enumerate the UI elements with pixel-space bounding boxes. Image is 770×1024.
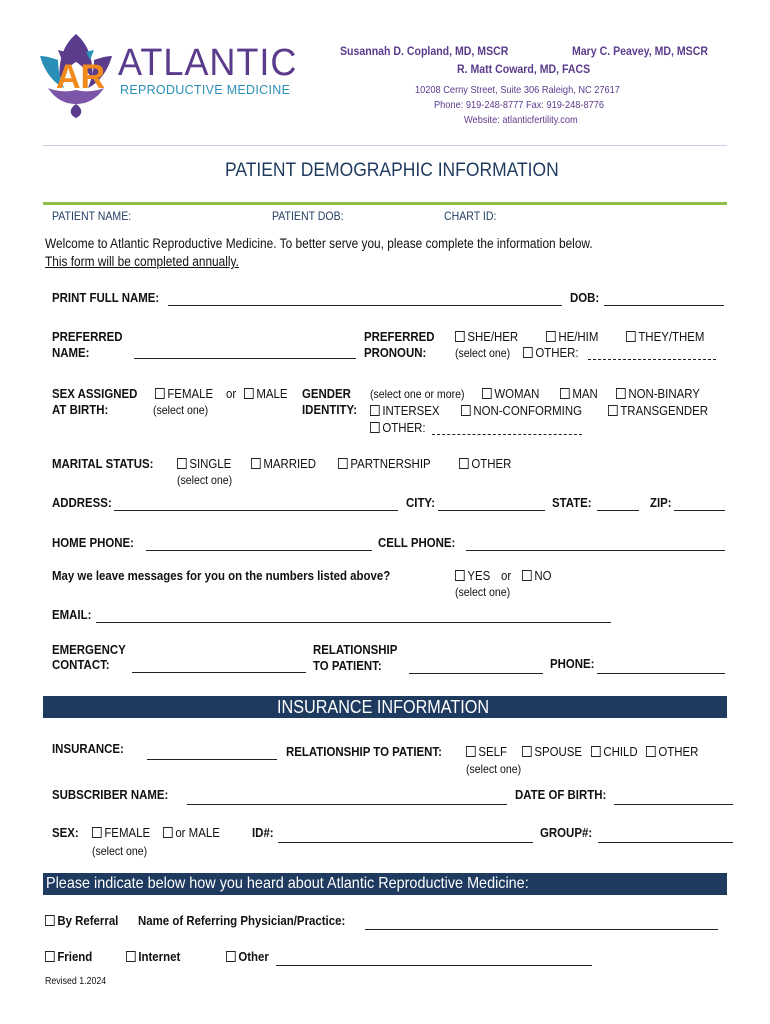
dob-label: DOB: bbox=[570, 290, 600, 305]
zip-label: ZIP: bbox=[650, 495, 672, 510]
ins-group-field[interactable] bbox=[598, 827, 733, 843]
gender-label-1: GENDER bbox=[302, 386, 351, 401]
referral-other-field[interactable] bbox=[276, 950, 592, 966]
office-chart-id: CHART ID: bbox=[444, 209, 497, 223]
ins-sex-select-hint: (select one) bbox=[92, 844, 148, 858]
sex-female[interactable]: FEMALE bbox=[155, 386, 213, 401]
logo-sub-text: REPRODUCTIVE MEDICINE bbox=[120, 83, 291, 97]
gender-transgender[interactable]: TRANSGENDER bbox=[608, 403, 708, 418]
state-label: STATE: bbox=[552, 495, 592, 510]
home-phone-field[interactable] bbox=[146, 535, 372, 551]
checkbox-icon[interactable] bbox=[177, 458, 187, 469]
checkbox-icon[interactable] bbox=[560, 388, 570, 399]
email-label: EMAIL: bbox=[52, 607, 92, 622]
checkbox-icon[interactable] bbox=[370, 422, 380, 433]
ins-sex-label: SEX: bbox=[52, 825, 79, 840]
ins-group-label: GROUP#: bbox=[540, 825, 593, 840]
referral-heading: Please indicate below how you heard about Atlantic Reproductive Medicine: bbox=[46, 875, 529, 892]
address-label: ADDRESS: bbox=[52, 495, 112, 510]
messages-question: May we leave messages for you on the numbers listed above? bbox=[52, 568, 391, 583]
gender-non-conforming[interactable]: NON-CONFORMING bbox=[461, 403, 582, 418]
gender-other-field[interactable] bbox=[432, 420, 582, 435]
checkbox-icon[interactable] bbox=[226, 951, 236, 962]
clinic-website[interactable]: Website: atlanticfertility.com bbox=[464, 114, 578, 126]
state-field[interactable] bbox=[597, 495, 639, 511]
checkbox-icon[interactable] bbox=[455, 570, 465, 581]
full-name-label: PRINT FULL NAME: bbox=[52, 290, 160, 305]
pronoun-she-her[interactable]: SHE/HER bbox=[455, 329, 518, 344]
full-name-field[interactable] bbox=[168, 290, 562, 306]
referring-physician-label: Name of Referring Physician/Practice: bbox=[138, 913, 346, 928]
checkbox-icon[interactable] bbox=[461, 405, 471, 416]
ins-id-label: ID#: bbox=[252, 825, 274, 840]
address-field[interactable] bbox=[114, 495, 398, 511]
marital-partnership[interactable]: PARTNERSHIP bbox=[338, 456, 431, 471]
preferred-name-label-2: NAME: bbox=[52, 345, 90, 360]
subscriber-dob-field[interactable] bbox=[614, 789, 733, 805]
checkbox-icon[interactable] bbox=[646, 746, 656, 757]
ins-rel-self[interactable]: SELF bbox=[466, 744, 507, 759]
gender-woman[interactable]: WOMAN bbox=[482, 386, 539, 401]
emergency-label-1: EMERGENCY bbox=[52, 642, 126, 657]
logo-letters: AR bbox=[56, 58, 106, 96]
insurance-relationship-label: RELATIONSHIP TO PATIENT: bbox=[286, 744, 442, 759]
checkbox-icon[interactable] bbox=[466, 746, 476, 757]
checkbox-icon[interactable] bbox=[338, 458, 348, 469]
checkbox-icon[interactable] bbox=[591, 746, 601, 757]
intro-text: Welcome to Atlantic Reproductive Medicine. To better serve you, please complete the information below. bbox=[45, 236, 593, 251]
insurance-label: INSURANCE: bbox=[52, 741, 124, 756]
gender-label-2: IDENTITY: bbox=[302, 402, 358, 417]
preferred-pronoun-label-2: PRONOUN: bbox=[364, 345, 427, 360]
marital-select-hint: (select one) bbox=[177, 473, 233, 487]
referring-physician-field[interactable] bbox=[365, 914, 718, 930]
sex-at-birth-label-1: SEX ASSIGNED bbox=[52, 386, 138, 401]
pronoun-other-field[interactable] bbox=[588, 345, 716, 360]
subscriber-name-label: SUBSCRIBER NAME: bbox=[52, 787, 169, 802]
ins-rel-child[interactable]: CHILD bbox=[591, 744, 638, 759]
marital-other[interactable]: OTHER bbox=[459, 456, 511, 471]
revision-note: Revised 1.2024 bbox=[45, 976, 107, 987]
referral-section-band bbox=[43, 873, 727, 895]
pronoun-they-them[interactable]: THEY/THEM bbox=[626, 329, 704, 344]
gender-man[interactable]: MAN bbox=[560, 386, 598, 401]
clinic-address: 10208 Cerny Street, Suite 306 Raleigh, NC 27617 bbox=[415, 84, 620, 96]
home-phone-label: HOME PHONE: bbox=[52, 535, 134, 550]
intro-annual-note: This form will be completed annually. bbox=[45, 254, 239, 269]
checkbox-icon[interactable] bbox=[251, 458, 261, 469]
checkbox-icon[interactable] bbox=[546, 331, 556, 342]
ins-rel-other[interactable]: OTHER bbox=[646, 744, 698, 759]
page-title: PATIENT DEMOGRAPHIC INFORMATION bbox=[225, 160, 559, 181]
checkbox-icon[interactable] bbox=[522, 746, 532, 757]
checkbox-icon[interactable] bbox=[522, 570, 532, 581]
gender-intersex[interactable]: INTERSEX bbox=[370, 403, 440, 418]
marital-status-label: MARITAL STATUS: bbox=[52, 456, 154, 471]
checkbox-icon[interactable] bbox=[482, 388, 492, 399]
city-field[interactable] bbox=[438, 495, 545, 511]
ins-sex-female[interactable]: FEMALE bbox=[92, 825, 150, 840]
gender-other[interactable]: OTHER: bbox=[370, 420, 426, 435]
relationship-field[interactable] bbox=[409, 658, 543, 674]
checkbox-icon[interactable] bbox=[523, 347, 533, 358]
zip-field[interactable] bbox=[674, 495, 725, 511]
checkbox-icon[interactable] bbox=[244, 388, 254, 399]
emergency-label-2: CONTACT: bbox=[52, 657, 110, 672]
messages-select-hint: (select one) bbox=[455, 585, 511, 599]
doctor-3: R. Matt Coward, MD, FACS bbox=[457, 62, 591, 76]
doctor-2: Mary C. Peavey, MD, MSCR bbox=[572, 44, 708, 58]
subscriber-name-field[interactable] bbox=[187, 789, 507, 805]
emergency-phone-field[interactable] bbox=[597, 658, 725, 674]
emergency-contact-field[interactable] bbox=[132, 657, 306, 673]
city-label: CITY: bbox=[406, 495, 436, 510]
email-field[interactable] bbox=[96, 607, 611, 623]
office-patient-dob: PATIENT DOB: bbox=[272, 209, 344, 223]
lotus-logo-icon bbox=[36, 30, 116, 118]
pronoun-select-hint: (select one) bbox=[455, 346, 511, 360]
checkbox-icon[interactable] bbox=[126, 951, 136, 962]
checkbox-icon[interactable] bbox=[459, 458, 469, 469]
insurance-heading: INSURANCE INFORMATION bbox=[277, 697, 490, 717]
preferred-pronoun-label-1: PREFERRED bbox=[364, 329, 435, 344]
sex-male[interactable]: MALE bbox=[244, 386, 287, 401]
relationship-label-1: RELATIONSHIP bbox=[313, 642, 398, 657]
insurance-section-band bbox=[43, 696, 727, 718]
preferred-name-label-1: PREFERRED bbox=[52, 329, 123, 344]
cell-phone-label: CELL PHONE: bbox=[378, 535, 456, 550]
checkbox-icon[interactable] bbox=[608, 405, 618, 416]
ins-sex-male[interactable]: or MALE bbox=[163, 825, 220, 840]
subscriber-dob-label: DATE OF BIRTH: bbox=[515, 787, 607, 802]
clinic-phone: Phone: 919-248-8777 Fax: 919-248-8776 bbox=[434, 99, 605, 111]
header-divider bbox=[43, 145, 727, 146]
emergency-phone-label: PHONE: bbox=[550, 656, 595, 671]
cell-phone-field[interactable] bbox=[466, 535, 725, 551]
referral-by-referral[interactable]: By Referral bbox=[45, 913, 118, 928]
checkbox-icon[interactable] bbox=[45, 915, 55, 926]
messages-or: or bbox=[501, 568, 512, 583]
referral-friend[interactable]: Friend bbox=[45, 949, 92, 964]
checkbox-icon[interactable] bbox=[455, 331, 465, 342]
sex-at-birth-label-2: AT BIRTH: bbox=[52, 402, 109, 417]
checkbox-icon[interactable] bbox=[626, 331, 636, 342]
doctor-1: Susannah D. Copland, MD, MSCR bbox=[340, 44, 509, 58]
marital-married[interactable]: MARRIED bbox=[251, 456, 316, 471]
checkbox-icon[interactable] bbox=[616, 388, 626, 399]
marital-single[interactable]: SINGLE bbox=[177, 456, 231, 471]
gender-select-hint: (select one or more) bbox=[370, 387, 465, 401]
insurance-field[interactable] bbox=[147, 744, 277, 760]
sex-select-hint: (select one) bbox=[153, 403, 209, 417]
referral-other[interactable]: Other bbox=[226, 949, 269, 964]
sex-or: or bbox=[226, 386, 237, 401]
relationship-label-2: TO PATIENT: bbox=[313, 658, 382, 673]
gender-non-binary[interactable]: NON-BINARY bbox=[616, 386, 700, 401]
messages-yes[interactable]: YES bbox=[455, 568, 490, 583]
referral-internet[interactable]: Internet bbox=[126, 949, 180, 964]
checkbox-icon[interactable] bbox=[370, 405, 380, 416]
checkbox-icon[interactable] bbox=[163, 827, 173, 838]
ins-id-field[interactable] bbox=[278, 827, 533, 843]
messages-no[interactable]: NO bbox=[522, 568, 551, 583]
pronoun-other[interactable]: OTHER: bbox=[523, 345, 579, 360]
logo-main-text: ATLANTIC bbox=[118, 42, 298, 84]
checkbox-icon[interactable] bbox=[45, 951, 55, 962]
title-underline bbox=[43, 202, 727, 205]
dob-field[interactable] bbox=[604, 290, 724, 306]
ins-rel-select-hint: (select one) bbox=[466, 762, 522, 776]
checkbox-icon[interactable] bbox=[155, 388, 165, 399]
preferred-name-field[interactable] bbox=[134, 343, 356, 359]
ins-rel-spouse[interactable]: SPOUSE bbox=[522, 744, 582, 759]
logo bbox=[36, 30, 298, 118]
checkbox-icon[interactable] bbox=[92, 827, 102, 838]
office-patient-name: PATIENT NAME: bbox=[52, 209, 132, 223]
pronoun-he-him[interactable]: HE/HIM bbox=[546, 329, 598, 344]
